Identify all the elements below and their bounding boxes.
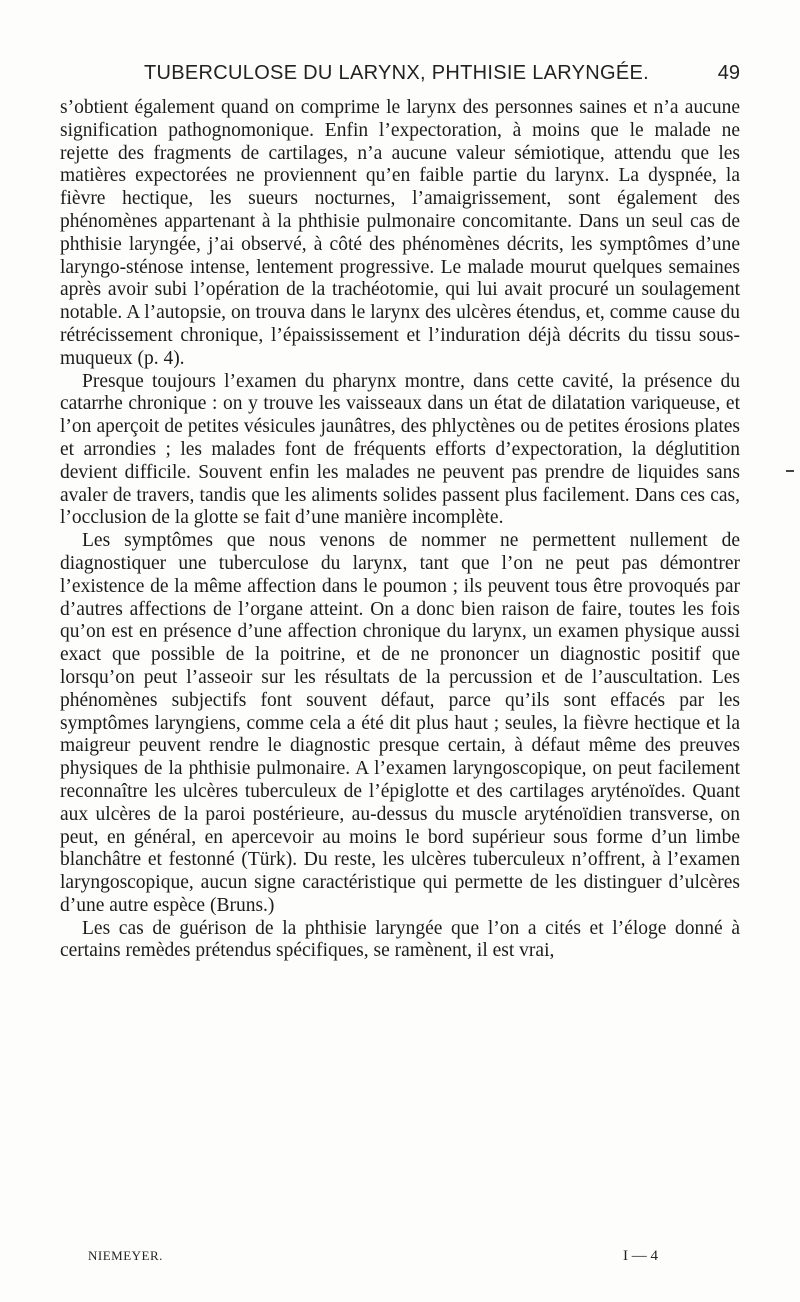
page-footer [88,1248,658,1266]
paragraph-2: Presque toujours l’examen du pharynx montre, dans cette cavité, la présence du catarrhe chronique : on y trouve les vaisseaux dans un état de dilatation variqueuse, et l’on aperçoit de petites vésicules jaunâtres, des phlyctènes ou de petites érosions plates et arrondies ; les malades font de fréquents efforts d’expectoration, la déglutition devient difficile. Souvent enfin les malades ne peuvent pas prendre de liquides sans avaler de travers, tandis que les aliments solides passent plus facilement. Dans ces cas, l’occlusion de la glotte se fait d’une manière incomplète. [60,370,740,529]
sheet-mark: I — 4 [623,1248,658,1264]
margin-mark [786,470,794,472]
paragraph-4: Les cas de guérison de la phthisie laryngée que l’on a cités et l’éloge donné à certains remèdes prétendus spécifiques, se ramènent, il est vrai, [60,917,740,962]
paragraph-1: s’obtient également quand on comprime le larynx des personnes saines et n’a aucune signification pathognomonique. Enfin l’expectoration, à moins que le malade ne rejette des fragments de cartilages, n’a aucune valeur sémiotique, attendu que les matières expectorées ne proviennent qu’en faible partie du larynx. La dyspnée, la fièvre hectique, les sueurs nocturnes, l’amaigrissement, sont également des phénomènes appartenant à la phthisie pulmonaire concomitante. Dans un seul cas de phthisie laryngée, j’ai observé, à côté des phénomènes décrits, les symptômes d’une laryngo-sténose intense, lentement progressive. Le malade mourut quelques semaines après avoir subi l’opération de la trachéotomie, qui lui avait procuré un soulagement notable. A l’autopsie, on trouva dans le larynx des ulcères étendus, et, comme cause du rétrécissement chronique, l’épaississement et l’induration déjà décrits du tissu sous-muqueux (p. 4). [60,97,740,369]
page-number: 49 [717,62,740,84]
running-title: TUBERCULOSE DU LARYNX, PHTHISIE LARYNGÉE. [144,62,650,84]
printer-signature: NIEMEYER. [88,1248,163,1263]
paragraph-3: Les symptômes que nous venons de nommer ne permettent nullement de diagnostiquer une tuberculose du larynx, tant que l’on ne peut pas démontrer l’existence de la même affection dans le poumon ; ils peuvent tous être provoqués par d’autres affections de l’organe atteint. On a donc bien raison de faire, toutes les fois qu’on est en présence d’une affection chronique du larynx, un examen physique aussi exact que possible de la poitrine, et de ne prononcer un diagnostic positif que lorsqu’on peut l’asseoir sur les résultats de la percussion et de l’auscultation. Les phénomènes subjectifs font souvent défaut, parce qu’ils sont effacés par les symptômes laryngiens, comme cela a été dit plus haut ; seules, la fièvre hectique et la maigreur peuvent rendre le diagnostic presque certain, à défaut même des preuves physiques de la phthisie pulmonaire. A l’examen laryngoscopique, on peut facilement reconnaître les ulcères tuberculeux de l’épiglotte et des cartilages aryténoïdes. Quant aux ulcères de la paroi postérieure, au-dessus du muscle aryténoïdien transverse, on peut, en général, en apercevoir au moins le bord supérieur sous forme d’un limbe blanchâtre et festonné (Türk). Du reste, les ulcères tuberculeux n’offrent, à l’examen laryngoscopique, aucun signe caractéristique qui permette de les distinguer d’ulcères d’une autre espèce (Bruns.) [60,530,740,916]
body-text [60,97,740,963]
page-header [60,62,740,86]
